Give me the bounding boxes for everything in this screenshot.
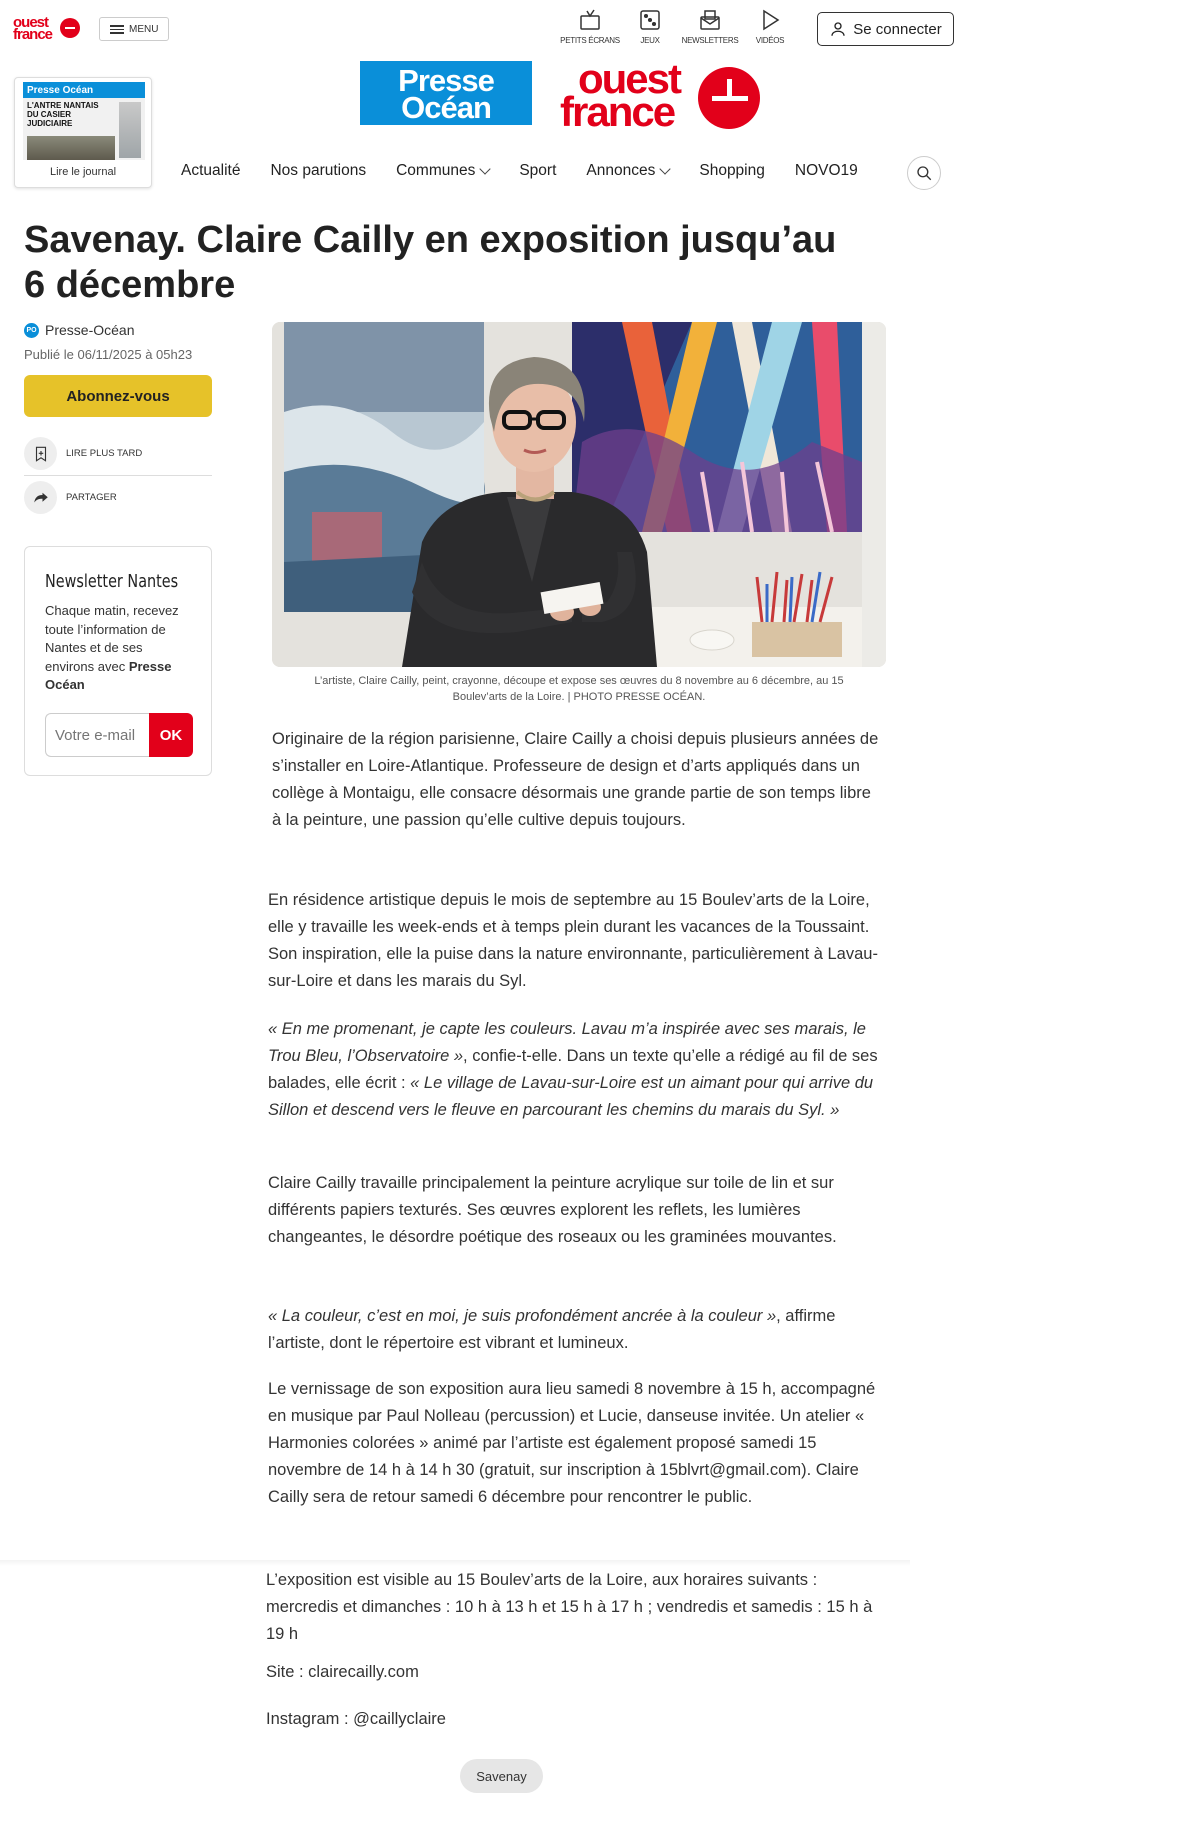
nav-item-label: Actualité: [181, 162, 241, 179]
subscribe-button[interactable]: Abonnez-vous: [24, 375, 212, 417]
share-label: PARTAGER: [66, 492, 117, 503]
nav-item-label: Communes: [396, 162, 476, 179]
search-button[interactable]: [907, 156, 941, 190]
article-author[interactable]: [24, 322, 134, 338]
newsletter-description: [45, 602, 195, 695]
journal-cover-band: Presse Océan: [23, 82, 145, 98]
nav-item-actualite[interactable]: [181, 162, 240, 180]
paragraph-1: Originaire de la région parisienne, Claire Cailly a choisi depuis plusieurs années de s’installer en Loire-Atlantique. Professeure de design et d’arts appliqués dans un collège à Montaigu, elle consacre désormais une grande partie de son temps libre à la peinture, une passion qu’elle cultive depuis toujours.: [272, 730, 879, 829]
tag-savenay[interactable]: Savenay: [460, 1759, 543, 1793]
bookmark-icon: [24, 437, 57, 470]
paragraph-3: Claire Cailly travaille principalement la peinture acrylique sur toile de lin et sur différents papiers texturés. Ses œuvres explorent les reflets, les lumières changeantes, le désordre poétique des roseaux ou les graminées mouvantes.: [268, 1174, 837, 1246]
paragraph-4: Le vernissage de son exposition aura lieu samedi 8 novembre à 15 h, accompagné en musique par Paul Nolleau (percussion) et Lucie, danseuse invitée. Un atelier « Harmonies colorées » animé par l’artiste est également proposé samedi 15 novembre de 14 h à 14 h 30 (gratuit, sur inscription à 15blvrt@gmail.com). Claire Cailly sera de retour samedi 6 décembre pour rencontrer le public.: [268, 1380, 876, 1506]
newsletters-label: NEWSLETTERS: [681, 36, 739, 45]
read-journal-label: Lire le journal: [49, 166, 117, 178]
presse-ocean-badge-icon: PO: [24, 323, 39, 338]
ouest-france-small-logo[interactable]: [13, 15, 81, 43]
journal-cover: [23, 82, 145, 160]
newsletter-ok-button[interactable]: OK: [149, 713, 193, 757]
newsletter-desc-brand: Presse Océan: [45, 658, 172, 692]
newsletter-email-input[interactable]: [45, 713, 149, 757]
section-divider: [0, 1560, 910, 1566]
newsletters-link[interactable]: [680, 8, 740, 45]
quote-1-plain: , confie-t-elle. Dans un texte qu’elle a rédigé au fil de ses balades, elle écrit :: [268, 1047, 878, 1092]
quote-2-plain: , affirme l’artiste, dont le répertoire est vibrant et lumineux.: [268, 1307, 836, 1352]
top-icons: [560, 8, 800, 45]
journal-cover-headline: L'ANTRE NANTAIS DU CASIER JUDICIAIRE: [27, 101, 99, 128]
read-journal-card[interactable]: [14, 77, 152, 188]
actions-divider: [24, 475, 212, 476]
presse-ocean-logo[interactable]: [360, 61, 532, 125]
chevron-down-icon: [660, 163, 671, 174]
paragraph-2: En résidence artistique depuis le mois de septembre au 15 Boulev’arts de la Loire, elle y travaille les week-ends et à temps plein durant les vacances de la Toussaint. Son inspiration, elle la puise dans la nature environnante, particulièrement à Lavau-sur-Loire et dans les marais du Syl.: [268, 891, 878, 990]
photo-caption: L’artiste, Claire Cailly, peint, crayonne, découpe et expose ses œuvres du 8 novembre au 6 décembre, au 15 Boulev’arts de la Loire. | PHOTO PRESSE OCÉAN.: [314, 675, 844, 703]
videos-link[interactable]: [740, 8, 800, 45]
paragraph-quote-1: [268, 1016, 884, 1124]
nav-item-label: Shopping: [699, 162, 765, 179]
read-later-button[interactable]: [24, 437, 142, 470]
nav-item-annonces[interactable]: [586, 162, 669, 180]
quote-1-italic-b: « Le village de Lavau-sur-Loire est un aimant pour qui arrive du Sillon et descend vers le fleuve en parcourant les chemins du marais du Syl. »: [268, 1074, 874, 1119]
jeux-label: JEUX: [640, 36, 660, 45]
share-button[interactable]: [24, 481, 117, 514]
jeux-link[interactable]: [620, 8, 680, 45]
tv-icon: [578, 8, 602, 32]
nav-item-label: Nos parutions: [270, 162, 367, 179]
article-photo[interactable]: [272, 322, 886, 667]
ouest-logo-line1: ouest: [578, 55, 681, 102]
quote-2-italic: « La couleur, c’est en moi, je suis profondément ancrée à la couleur »: [268, 1307, 777, 1325]
newsletter-box: [24, 546, 212, 776]
newsletter-desc-text: Chaque matin, recevez toute l’information de Nantes et de ses environs avec: [45, 603, 179, 674]
petits-ecrans-label: PETITS ÉCRANS: [560, 36, 620, 45]
dice-icon: [638, 8, 662, 32]
nav-item-label: Annonces: [586, 162, 656, 179]
nav-item-novo19[interactable]: [795, 162, 858, 180]
envelope-icon: [698, 8, 722, 32]
presse-logo-line2: Océan: [401, 90, 491, 125]
main-nav: [181, 162, 888, 180]
read-later-label: LIRE PLUS TARD: [66, 448, 143, 459]
quote-1-italic-a: « En me promenant, je capte les couleurs. Lavau m’a inspirée avec ses marais, le Trou Bleu, l’Observatoire »: [268, 1020, 866, 1065]
paragraph-site[interactable]: Site : clairecailly.com: [266, 1663, 419, 1681]
article-title: Savenay. Claire Cailly en exposition jusqu’au 6 décembre: [24, 219, 837, 306]
menu-label: MENU: [129, 23, 159, 35]
newsletter-title: Newsletter Nantes: [45, 571, 179, 592]
petits-ecrans-link[interactable]: [560, 8, 620, 45]
share-arrow-icon: [24, 481, 57, 514]
logo-small-disc: [60, 18, 80, 38]
presse-logo-line1: Presse: [398, 63, 494, 98]
ouest-logo-disc: [698, 67, 760, 129]
paragraph-instagram[interactable]: Instagram : @caillyclaire: [266, 1710, 446, 1728]
chevron-down-icon: [480, 163, 491, 174]
menu-button[interactable]: [99, 17, 169, 41]
nav-item-label: NOVO19: [794, 162, 858, 179]
nav-item-label: Sport: [519, 162, 557, 179]
paragraph-quote-2: [268, 1303, 888, 1357]
paragraph-5: L’exposition est visible au 15 Boulev’arts de la Loire, aux horaires suivants : mercredis et dimanches : 10 h à 13 h et 15 h à 17 h ; vendredis et samedis : 15 h à 19 h: [266, 1571, 873, 1643]
artist-photo-illustration: [272, 322, 886, 667]
connect-label: Se connecter: [853, 20, 942, 38]
nav-item-nos-parutions[interactable]: [270, 162, 366, 180]
ouest-logo-line2: france: [560, 88, 675, 135]
videos-label: VIDÉOS: [755, 36, 785, 45]
hamburger-icon: [110, 25, 124, 34]
journal-cover-side-photo: [119, 102, 141, 158]
user-icon: [829, 20, 847, 38]
search-icon: [915, 164, 933, 182]
play-icon: [758, 8, 782, 32]
author-name: Presse-Océan: [45, 322, 135, 338]
nav-item-communes[interactable]: [396, 162, 489, 180]
publish-date: Publié le 06/11/2025 à 05h23: [24, 347, 193, 362]
ouest-france-logo[interactable]: [560, 55, 765, 135]
journal-cover-photo: [27, 136, 115, 160]
nav-item-sport[interactable]: [519, 162, 556, 180]
nav-item-shopping[interactable]: [699, 162, 765, 180]
ouest-logo-text: [560, 55, 681, 135]
se-connecter-button[interactable]: [817, 12, 954, 46]
logo-small-text: ouest france: [13, 14, 53, 43]
